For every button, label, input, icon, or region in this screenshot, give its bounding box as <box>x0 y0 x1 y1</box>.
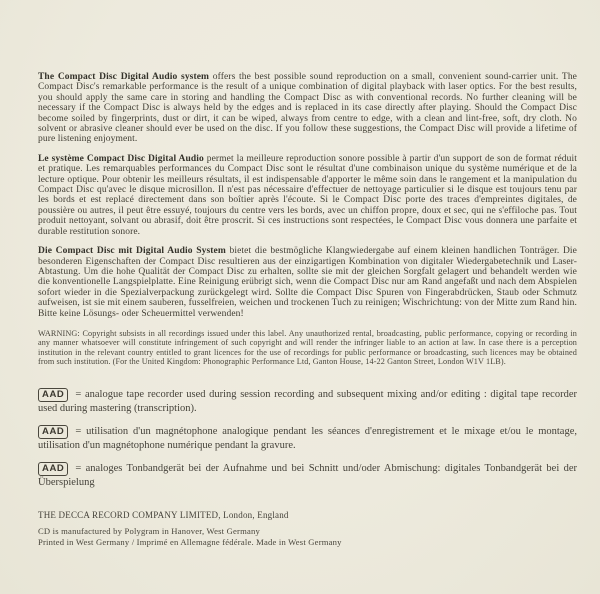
paragraph-german-body: bietet die bestmögliche Klangwiedergabe auf einem kleinen handlichen Tonträger. Die besonderen Eigenschaften der Compact Disc resultieren aus der einzigartigen Kombination von digitaler Wiedergabetechnik und Laser-Abtastung. Um die hohe Qualität der Compact Disc zu erhalten, sollte sie mit der gleichen Sorgfalt gelagert und behandelt werden wie die konventionelle Langspielplatte. Eine Reinigung erübrigt sich, wenn die Compact Disc nur am Rand angefaßt und nach dem Abspielen sofort wieder in die Spezialverpackung zurückgelegt wird. Sollte die Compact Disc Spuren von Fingerabdrücken, Staub oder Schmutz aufweisen, ist sie mit einem sauberen, fusselfreien, weichen und trockenen Tuch zu reinigen; Wischrichtung: von der Mitte zum Rand hin. Bitte keine Lösungs- oder Scheuermittel verwenden! <box>38 246 577 319</box>
paragraph-german <box>38 246 577 319</box>
copyright-warning: WARNING: Copyright subsists in all recordings issued under this label. Any unauthorized rental, broadcasting, public performance, copying or recording in any manner whatsoever will constitute infringement of such copyright and will render the infringer liable to an action at law. In case there is a perception institution in the relevant country entitled to grant licences for the use of recordings for public performance or broadcasting, such licences may be obtained from such institution. (For the United Kingdom: Phonographic Performance Ltd, Ganton House, 14-22 Ganton Street, London W1V 1LB). <box>38 328 577 366</box>
aad-legend-block <box>38 388 577 489</box>
paragraph-english <box>38 72 577 145</box>
aad-badge: AAD <box>38 462 68 476</box>
aad-legend-french-text: = utilisation d'un magnétophone analogique pendant les séances d'enregistrement et le mixage et/ou le montage, utilisation d'un magnétophone numérique pendant la gravure. <box>38 426 577 452</box>
aad-badge: AAD <box>38 425 68 439</box>
footer-manufacture-line: CD is manufactured by Polygram in Hanover, West Germany <box>38 526 260 537</box>
paragraph-french-lead: Le système Compact Disc Digital Audio <box>38 153 204 164</box>
aad-legend-german-text: = analoges Tonbandgerät bei der Aufnahme und bei Schnitt und/oder Abmischung: digitales Tonbandgerät bei der Überspielung <box>38 463 577 489</box>
aad-legend-french <box>38 425 577 452</box>
paragraph-french <box>38 154 577 237</box>
paragraph-english-lead: The Compact Disc Digital Audio system <box>38 72 210 82</box>
aad-legend-english <box>38 388 577 415</box>
aad-legend-english-text: = analogue tape recorder used during session recording and subsequent mixing and/or editing : digital tape recorder used during mastering (transcription). <box>38 389 577 415</box>
paragraph-english-body: offers the best possible sound reproduction on a small, convenient sound-carrier unit. The Compact Disc's remarkable performance is the result of a unique combination of digital playback with laser optics. For the best results, you should apply the same care in storing and handling the Compact Disc as with conventional records. No further cleaning will be necessary if the Compact Disc is always held by the edges and is replaced in its case directly after playing. Should the Compact Disc become soiled by fingerprints, dust or dirt, it can be wiped, always from centre to edge, with a clean and lint-free, soft, dry cloth. No solvent or abrasive cleaner should ever be used on the disc. If you follow these suggestions, the Compact Disc will provide a lifetime of pure listening enjoyment. <box>38 72 577 145</box>
footer-company-line: THE DECCA RECORD COMPANY LIMITED, London, England <box>38 510 289 521</box>
aad-badge: AAD <box>38 388 68 402</box>
paragraph-french-body: permet la meilleure reproduction sonore possible à partir d'un support de son de format réduit et pratique. Les remarquables performances du Compact Disc sont le résultat d'une combinaison unique du système numérique et de la lecture optique. Pour obtenir les meilleurs résultats, il est indispensable d'apporter le même soin dans le rangement et la manipulation du Compact Disc qu'avec le disque microsillon. Il n'est pas nécessaire d'effectuer de nettoyage particulier si le disque est toujours tenu par les bords et est replacé directement dans son boîtier après l'écoute. Si le Compact Disc porte des traces d'empreintes digitales, de poussière ou autres, il peut être essuyé, toujours du centre vers les bords, avec un chiffon propre, doux et sec, qui ne s'effiloche pas. Tout produit nettoyant, solvant ou abrasif, doit être proscrit. Si ces instructions sont respectées, le Compact Disc vous donnera une parfaite et durable restitution sonore. <box>38 153 577 237</box>
aad-legend-german <box>38 462 577 489</box>
footer <box>38 509 577 548</box>
paragraph-german-lead: Die Compact Disc mit Digital Audio System <box>38 246 226 257</box>
footer-printed-line: Printed in West Germany / Imprimé en Allemagne fédérale. Made in West Germany <box>38 537 342 548</box>
